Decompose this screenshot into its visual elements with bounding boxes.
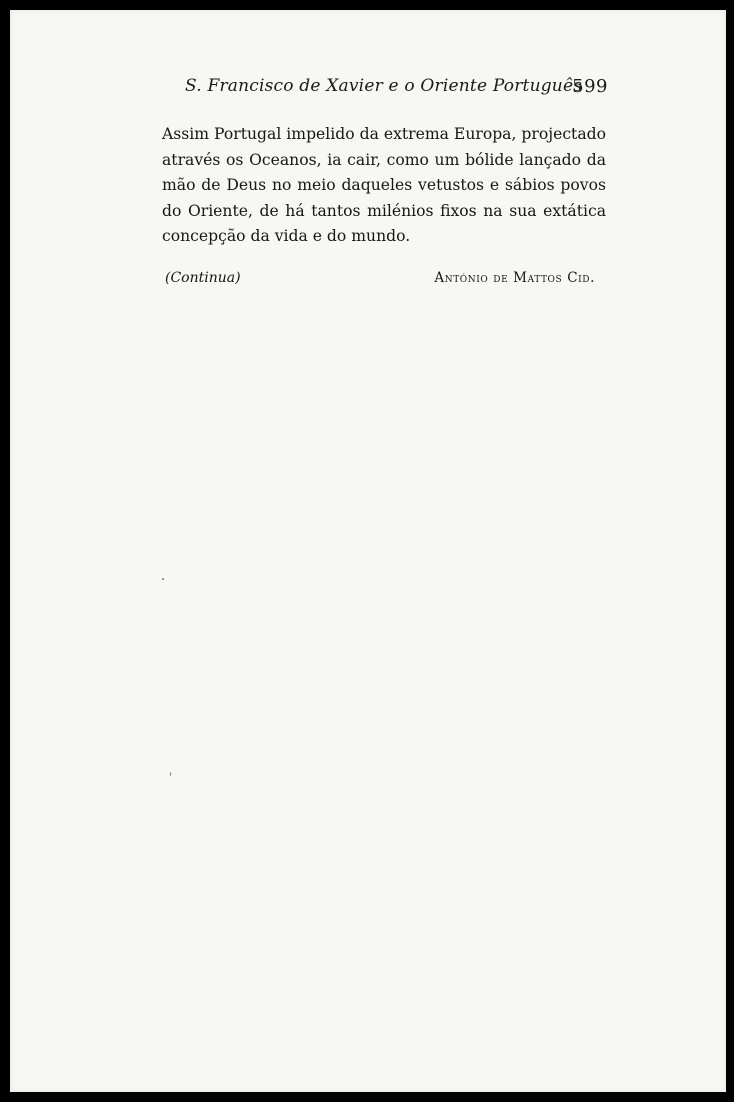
paper-speck: [170, 772, 171, 776]
page-number: 599: [572, 76, 608, 97]
running-head: [153, 76, 608, 106]
continua-note: (Continua): [165, 270, 241, 286]
body-paragraph: Assim Portugal impelido da extrema Europa, projectado através os Oceanos, ia cair, como um bólide lançado da mão de Deus no meio daqueles vetustos e sábios povos do Oriente, de há tantos milénios fixos na sua extática concepção da vida e do mundo.: [162, 125, 606, 246]
running-title: S. Francisco de Xavier e o Oriente Português: [185, 76, 583, 96]
paper-speck: [162, 578, 164, 580]
signature-row: [165, 270, 595, 294]
book-page: [10, 10, 726, 1092]
author-signature: António de Mattos Cid.: [434, 270, 595, 286]
